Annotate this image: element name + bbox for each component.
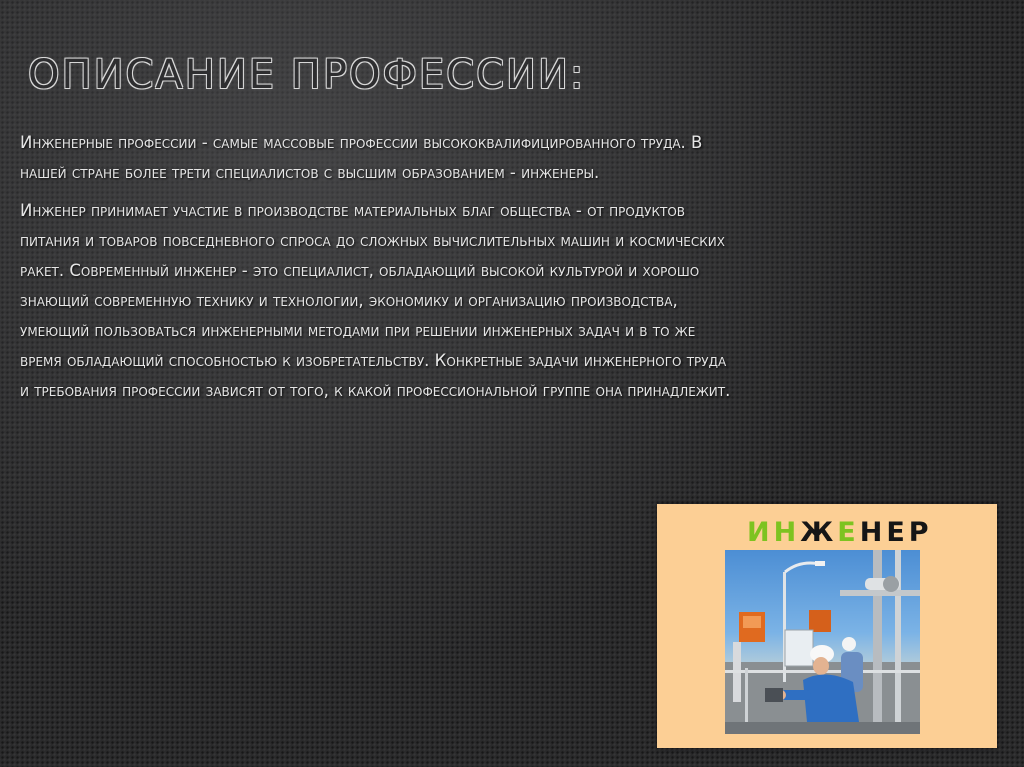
engineer-picture-card	[657, 504, 997, 748]
paragraph-2: Инженер принимает участие в производстве материальных благ общества - от продуктов питания и товаров повседневного спроса до сложных вычислительных машин и космических ракет. Современный инженер - это специалист, обладающий высокой культурой и хорошо знающий современную технику и технологии, экономику и организацию производства, умеющий пользоваться инженерными методами при решении инженерных задач и в то же время обладающий способностью к изобретательству. Конкретные задачи инженерного труда и требования профессии зависят от того, к какой профессиональной группе она принадлежит.	[20, 201, 731, 400]
slide-body	[20, 128, 740, 414]
engineers-photo	[725, 550, 920, 734]
picture-title-part-3: Е	[837, 517, 860, 548]
engineers-at-industrial-site-photo	[725, 550, 920, 734]
picture-title-part-1: ИН	[747, 517, 801, 548]
picture-title	[747, 517, 933, 548]
picture-title-part-4: НЕР	[859, 517, 933, 548]
picture-title-part-2: Ж	[800, 517, 838, 548]
slide-title: ОПИСАНИЕ ПРОФЕССИИ:	[28, 52, 586, 98]
paragraph-1: Инженерные профессии - самые массовые профессии высококвалифицированного труда. В нашей стране более трети специалистов с высшим образованием - инженеры.	[20, 133, 703, 182]
